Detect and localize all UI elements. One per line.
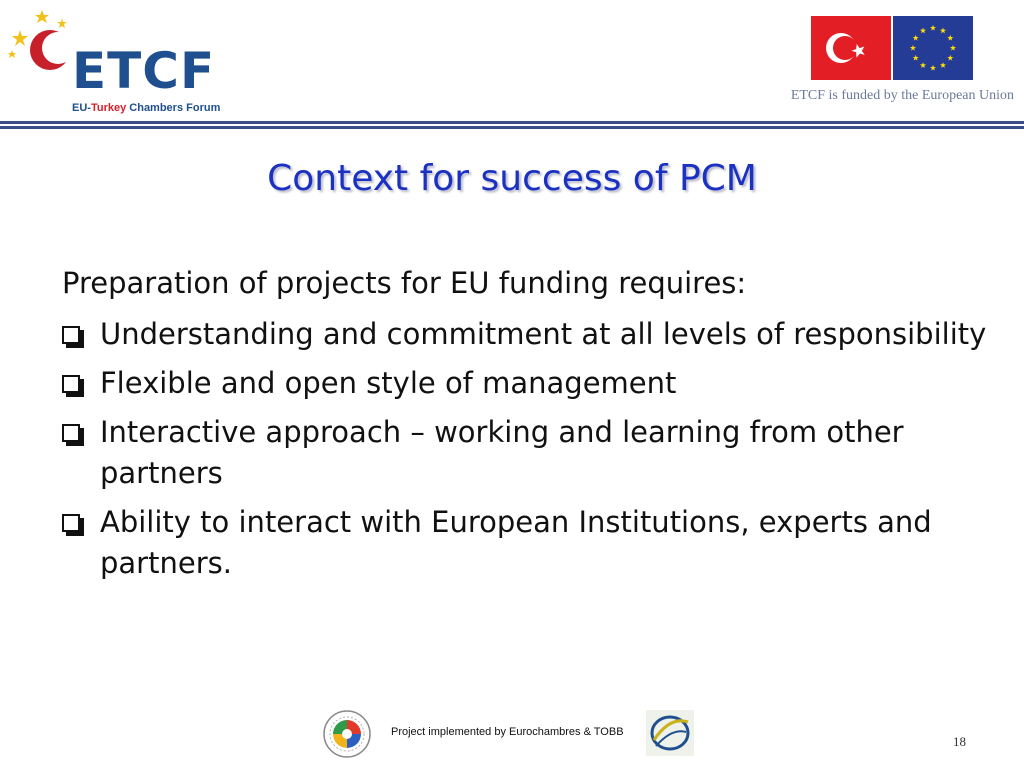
logo-subtitle: EU-Turkey Chambers Forum <box>72 102 221 114</box>
logo-word: ETCF <box>72 42 216 100</box>
turkey-flag-icon <box>811 16 891 80</box>
eurochambres-logo-icon <box>646 710 694 756</box>
checkbox-bullet-icon <box>62 326 80 344</box>
tobb-logo-icon <box>322 708 372 760</box>
checkbox-bullet-icon <box>62 514 80 532</box>
bullet-text: Interactive approach – working and learning from other partners <box>100 415 904 490</box>
bullet-list <box>62 314 1002 592</box>
slide-intro: Preparation of projects for EU funding requires: <box>62 266 747 300</box>
funded-notice: ETCF is funded by the European Union <box>790 88 1014 103</box>
bullet-text: Flexible and open style of management <box>100 366 677 400</box>
page-number: 18 <box>953 734 966 749</box>
bullet-item <box>62 502 1002 584</box>
flags <box>811 16 973 80</box>
header-rule-bottom <box>0 126 1024 129</box>
checkbox-bullet-icon <box>62 375 80 393</box>
checkbox-bullet-icon <box>62 424 80 442</box>
slide-title: Context for success of PCM <box>267 158 757 199</box>
bullet-item <box>62 314 1002 355</box>
eu-flag-icon <box>893 16 973 80</box>
bullet-text: Ability to interact with European Institutions, experts and partners. <box>100 505 932 580</box>
footer-implemented-text: Project implemented by Eurochambres & TOBB <box>391 726 624 738</box>
bullet-text: Understanding and commitment at all levels of responsibility <box>100 317 987 351</box>
header-rule-top <box>0 121 1024 124</box>
etcf-logo <box>6 6 226 116</box>
bullet-item <box>62 412 1002 494</box>
bullet-item <box>62 363 1002 404</box>
